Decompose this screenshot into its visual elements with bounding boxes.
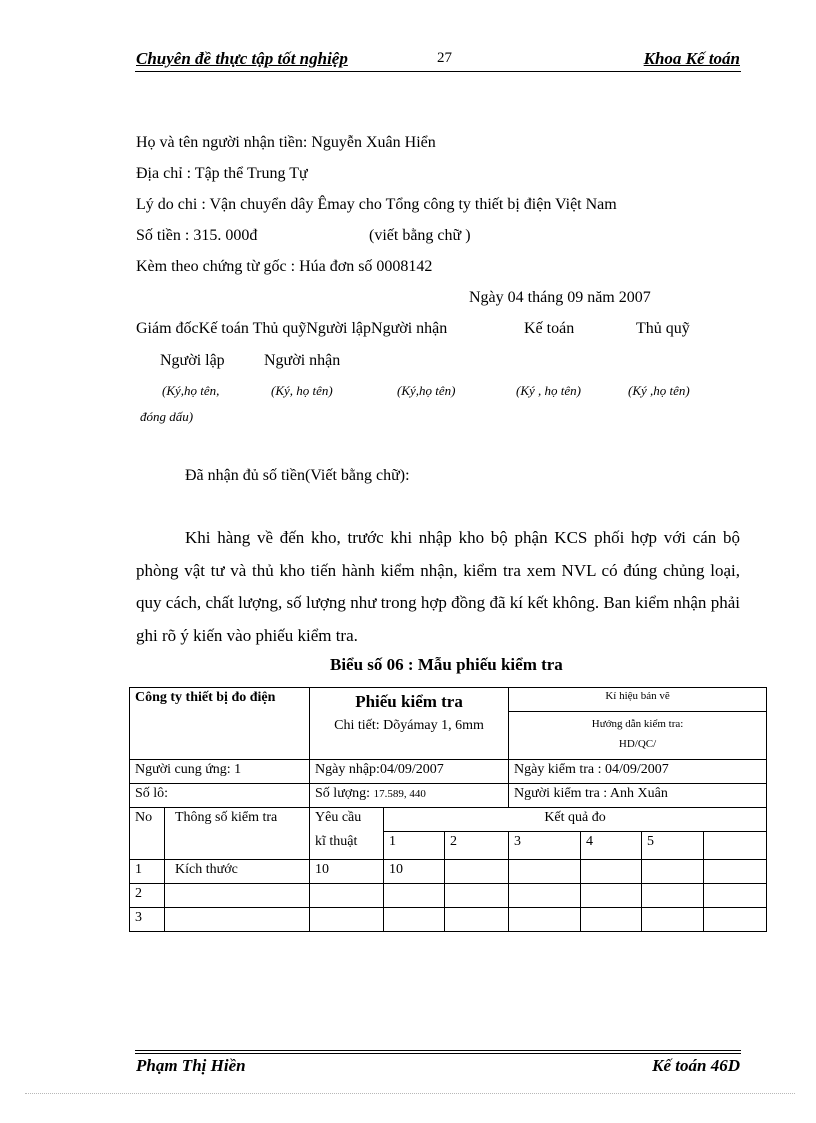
row-result-4 <box>581 908 642 932</box>
row-result-5 <box>642 860 704 884</box>
row-result-4 <box>581 884 642 908</box>
table-title: Biểu số 06 : Mẫu phiếu kiểm tra <box>330 655 563 674</box>
col-param-header <box>165 808 310 860</box>
row-no: 3 <box>130 908 165 932</box>
signature-preparer: Người lập <box>160 352 225 369</box>
guide-label: Hướng dẫn kiểm tra: <box>591 718 684 730</box>
signature-receiver: Người nhận <box>264 352 341 369</box>
guide-cell <box>509 712 767 760</box>
inspector-cell <box>509 784 767 808</box>
row-no: 2 <box>130 884 165 908</box>
row-result-3 <box>509 884 581 908</box>
row-result-1 <box>384 884 445 908</box>
company-cell <box>130 688 310 760</box>
row-param <box>165 884 310 908</box>
col-req-label-1: Yêu cầu <box>315 810 362 825</box>
result-col-3 <box>509 832 581 860</box>
check-date: Ngày kiểm tra : 04/09/2007 <box>514 762 669 777</box>
detail-label: Chi tiết: Dõyámay 1, 6mm <box>334 718 484 733</box>
received-amount-line: Đã nhận đủ số tiền(Viết bằng chữ): <box>185 467 410 484</box>
drawing-code-cell <box>509 688 767 712</box>
footer-left: Phạm Thị Hiền <box>136 1056 246 1075</box>
page-bottom-dotted-line <box>25 1093 795 1094</box>
form-title: Phiếu kiểm tra <box>355 692 463 711</box>
col-result-label: Kết quả đo <box>544 810 606 825</box>
inspector: Người kiểm tra : Anh Xuân <box>514 786 668 801</box>
qty-value: 17.589, 440 <box>373 788 426 800</box>
signature-titles: Giám đốcKế toán Thủ quỹNgười lậpNgười nhận <box>136 320 448 337</box>
footer-rule-1 <box>135 1050 741 1051</box>
row-result-3 <box>509 908 581 932</box>
table-row <box>130 908 767 932</box>
result-col-5-label: 5 <box>647 834 655 849</box>
result-col-1-label: 1 <box>389 834 397 849</box>
signature-accountant: Kế toán <box>524 320 575 337</box>
row-result-1 <box>384 908 445 932</box>
qty-label: Số lượng: <box>315 786 371 801</box>
qty-cell <box>310 784 509 808</box>
col-req-header-2 <box>310 832 384 860</box>
row-result-3 <box>509 860 581 884</box>
result-col-2 <box>445 832 509 860</box>
result-col-1 <box>384 832 445 860</box>
sign-note-director: (Ký,họ tên, <box>162 383 220 398</box>
table-row <box>130 884 767 908</box>
row-param <box>165 908 310 932</box>
drawing-code: Kí hiệu bản vẽ <box>605 690 670 702</box>
attached-docs: Kèm theo chứng từ gốc : Húa đơn số 0008142 <box>136 258 433 275</box>
col-no-header <box>130 808 165 860</box>
result-col-6 <box>704 832 767 860</box>
row-result-6 <box>704 860 767 884</box>
row-result-2 <box>445 884 509 908</box>
receipt-date: Ngày 04 tháng 09 năm 2007 <box>469 289 651 306</box>
row-result-1: 10 <box>384 860 445 884</box>
signature-cashier: Thủ quỹ <box>636 320 690 337</box>
header-rule <box>135 71 741 72</box>
result-col-2-label: 2 <box>450 834 458 849</box>
row-result-5 <box>642 884 704 908</box>
row-result-5 <box>642 908 704 932</box>
footer-right: Kế toán 46D <box>652 1056 740 1075</box>
result-col-5 <box>642 832 704 860</box>
payment-amount: Số tiền : 315. 000đ <box>136 227 258 244</box>
result-col-4-label: 4 <box>586 834 594 849</box>
row-result-6 <box>704 908 767 932</box>
row-no: 1 <box>130 860 165 884</box>
sign-note-stamp: đóng dấu) <box>140 409 194 424</box>
form-title-cell <box>310 688 509 760</box>
row-param: Kích thước <box>165 860 310 884</box>
sign-note-3: (Ký,họ tên) <box>397 383 456 398</box>
lot-number: Số lô: <box>135 786 169 801</box>
inspection-table <box>129 687 767 932</box>
col-param-label: Thông số kiểm tra <box>175 810 278 825</box>
receiver-name: Họ và tên người nhận tiền: Nguyễn Xuân Hiển <box>136 134 436 151</box>
row-req <box>310 884 384 908</box>
supplier: Người cung ứng: 1 <box>135 762 242 777</box>
check-date-cell <box>509 760 767 784</box>
table-row <box>130 860 767 884</box>
col-result-header <box>384 808 767 832</box>
row-result-4 <box>581 860 642 884</box>
sign-note-5: (Ký ,họ tên) <box>628 383 690 398</box>
result-col-3-label: 3 <box>514 834 522 849</box>
col-req-label-2: kĩ thuật <box>315 833 358 849</box>
col-req-header-1 <box>310 808 384 832</box>
receiver-address: Địa chỉ : Tập thể Trung Tự <box>136 165 308 182</box>
row-req: 10 <box>310 860 384 884</box>
guide-code: HD/QC/ <box>618 738 657 750</box>
import-date-cell <box>310 760 509 784</box>
footer-rule-2 <box>135 1053 741 1054</box>
header-left: Chuyên đề thực tập tốt nghiệp <box>136 49 348 68</box>
page-number: 27 <box>437 50 452 66</box>
header-right: Khoa Kế toán <box>643 49 740 68</box>
row-result-2 <box>445 908 509 932</box>
company-name: Công ty thiết bị đo điện <box>135 690 276 705</box>
row-result-6 <box>704 884 767 908</box>
import-date: Ngày nhập:04/09/2007 <box>315 762 444 777</box>
lot-cell <box>130 784 310 808</box>
sign-note-4: (Ký , họ tên) <box>516 383 581 398</box>
col-no-label: No <box>135 810 153 825</box>
amount-in-words: (viết bằng chữ ) <box>369 227 471 244</box>
row-req <box>310 908 384 932</box>
payment-reason: Lý do chi : Vận chuyển dây Êmay cho Tổng công ty thiết bị điện Việt Nam <box>136 196 617 213</box>
supplier-cell <box>130 760 310 784</box>
sign-note-2: (Ký, họ tên) <box>271 383 333 398</box>
row-result-2 <box>445 860 509 884</box>
body-paragraph: Khi hàng về đến kho, trước khi nhập kho bộ phận KCS phối hợp với cán bộ phòng vật tư và thủ kho tiến hành kiểm nhận, kiểm tra xem NVL có đúng chủng loại, quy cách, chất lượng, số lượng như trong hợp đồng đã kí kết không. Ban kiểm nhận phải ghi rõ ý kiến vào phiếu kiểm tra. <box>136 528 740 645</box>
result-col-4 <box>581 832 642 860</box>
